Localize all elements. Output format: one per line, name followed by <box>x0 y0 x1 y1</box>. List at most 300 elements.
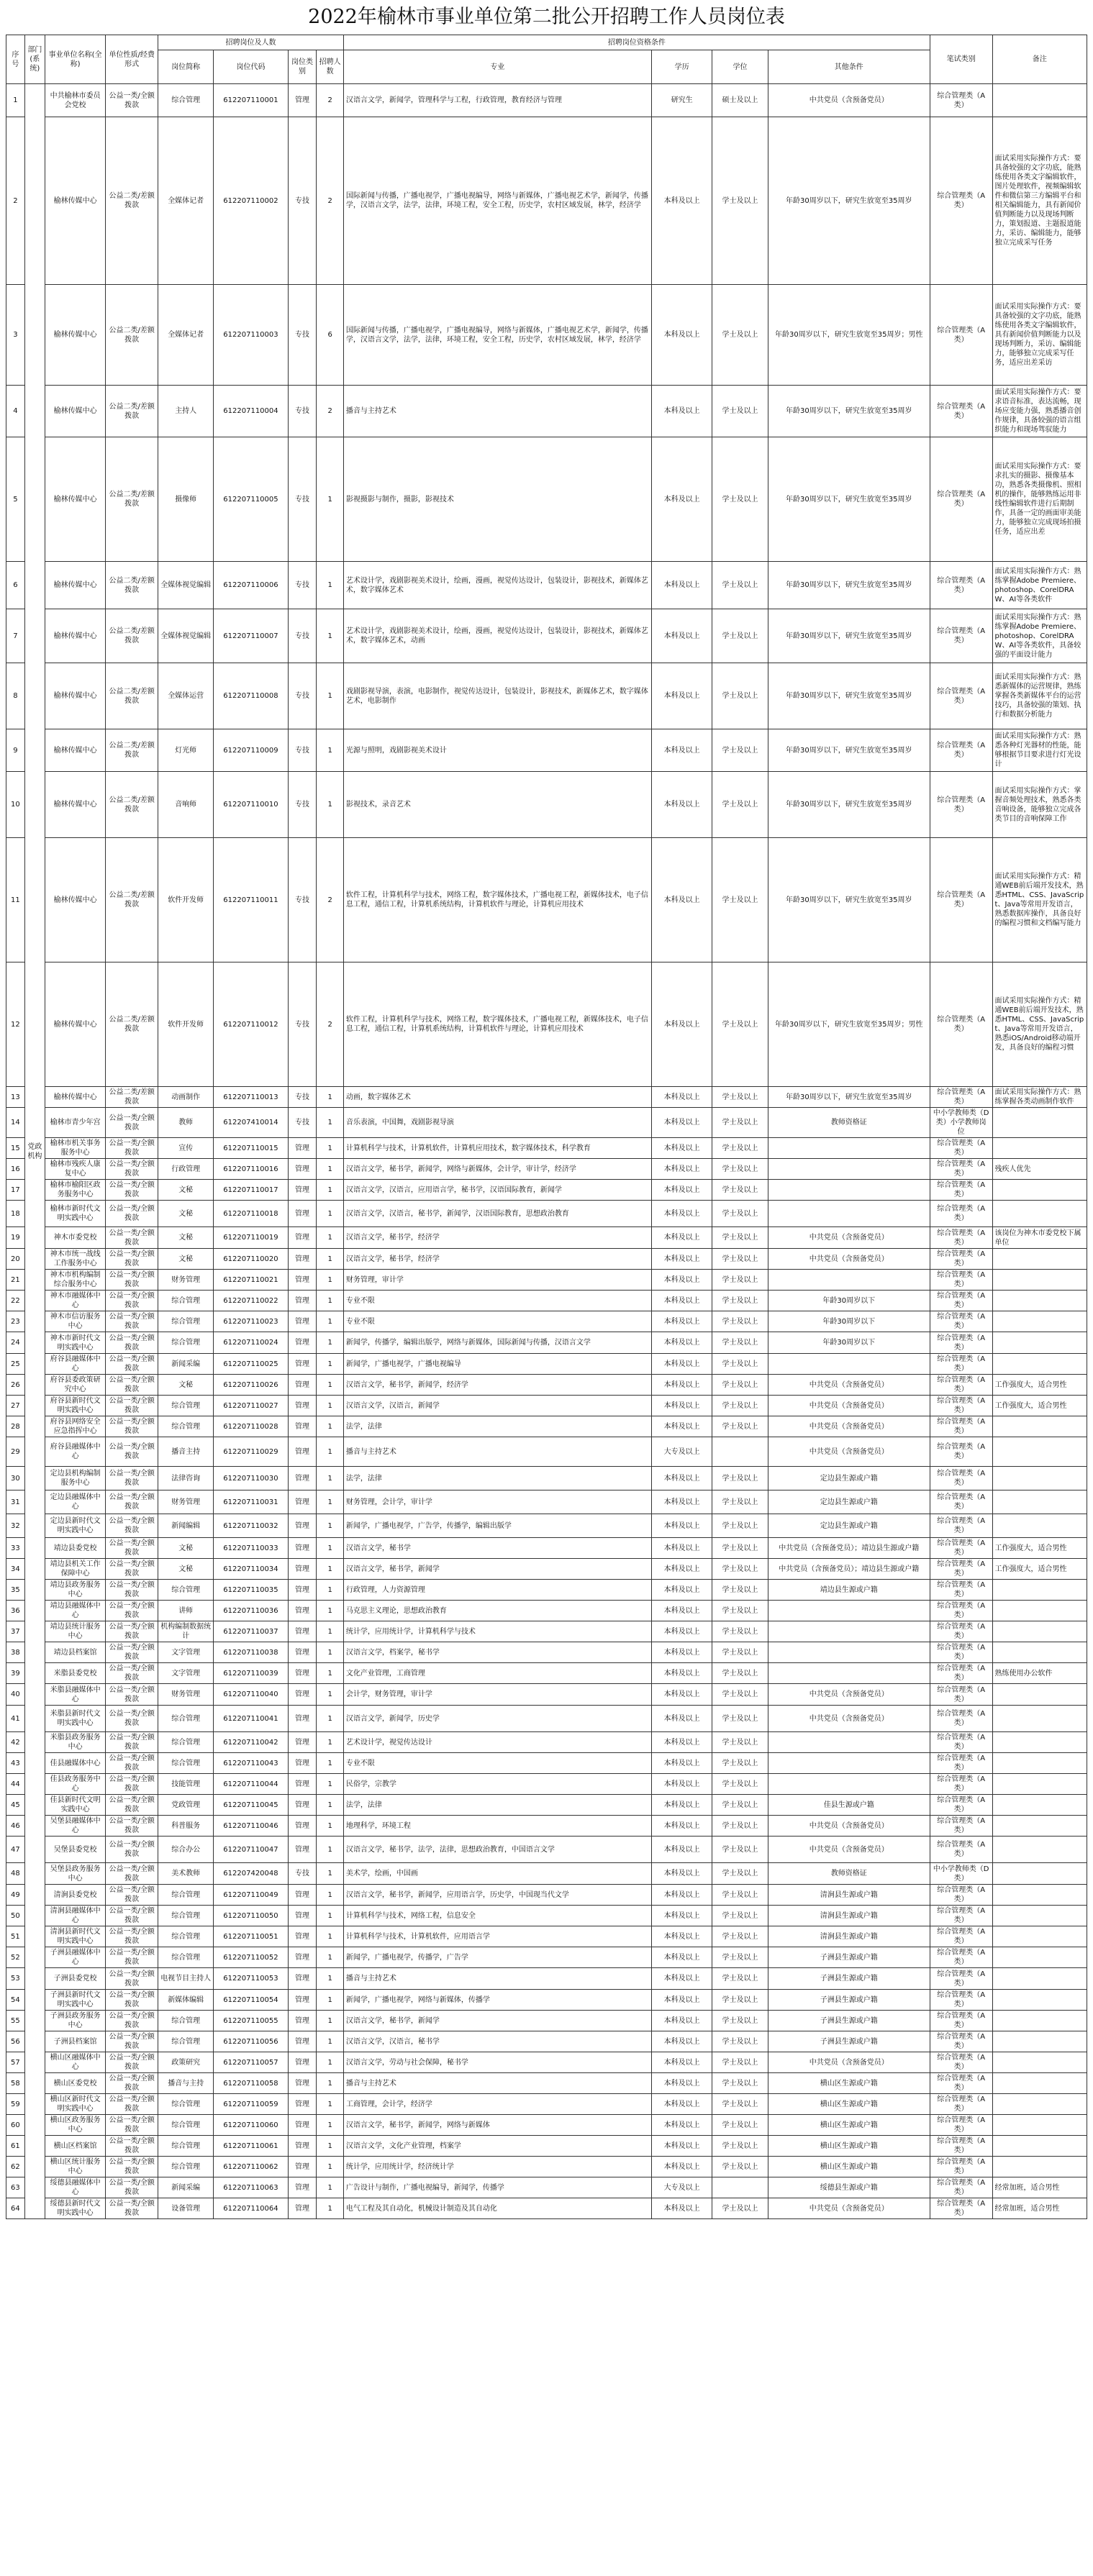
cell-note <box>992 1490 1087 1514</box>
cell-major: 财务管理，审计学 <box>343 1270 651 1291</box>
cell-post-name: 软件开发师 <box>158 838 214 962</box>
cell-unit: 榆林传媒中心 <box>45 962 105 1087</box>
cell-exam: 综合管理类（A类） <box>930 1375 992 1396</box>
cell-post-name: 综合办公 <box>158 1837 214 1863</box>
cell-exam: 综合管理类（A类） <box>930 1180 992 1201</box>
table-row <box>6 1706 1087 1732</box>
table-row <box>6 1863 1087 1885</box>
cell-unit: 子洲县政务服务中心 <box>45 2011 105 2031</box>
cell-seq: 31 <box>6 1490 25 1514</box>
cell-note <box>992 1621 1087 1642</box>
table-row <box>6 1227 1087 1249</box>
cell-note <box>992 1732 1087 1753</box>
cell-other <box>768 1180 930 1201</box>
cell-major: 地理科学，环境工程 <box>343 1816 651 1837</box>
table-row <box>6 1906 1087 1926</box>
cell-exam: 综合管理类（A类） <box>930 1601 992 1621</box>
cell-post-code: 612207110008 <box>214 663 288 729</box>
cell-other: 中共党员（含预备党员） <box>768 1816 930 1837</box>
cell-degree: 学士及以上 <box>712 2094 768 2115</box>
cell-count: 1 <box>317 2052 344 2073</box>
cell-edu: 本科及以上 <box>651 1642 712 1663</box>
cell-post-name: 摄像师 <box>158 437 214 562</box>
cell-seq: 60 <box>6 2115 25 2136</box>
cell-degree: 学士及以上 <box>712 609 768 663</box>
cell-count: 1 <box>317 1467 344 1490</box>
cell-seq: 7 <box>6 609 25 663</box>
cell-note <box>992 1816 1087 1837</box>
cell-other: 中共党员（含预备党员） <box>768 1396 930 1416</box>
cell-major: 马克思主义理论，思想政治教育 <box>343 1601 651 1621</box>
cell-seq: 45 <box>6 1795 25 1816</box>
cell-unit: 吴堡县政务服务中心 <box>45 1863 105 1885</box>
cell-exam: 综合管理类（A类） <box>930 1580 992 1601</box>
cell-post-cat: 管理 <box>288 1837 317 1863</box>
cell-unit: 榆林传媒中心 <box>45 285 105 386</box>
cell-degree: 学士及以上 <box>712 729 768 772</box>
table-row <box>6 1601 1087 1621</box>
table-row <box>6 729 1087 772</box>
cell-post-name: 电视节目主持人 <box>158 1968 214 1990</box>
cell-unit: 米脂县政务服务中心 <box>45 1732 105 1753</box>
cell-unit-type: 公益一类/全额拨款 <box>106 84 158 117</box>
cell-count: 1 <box>317 1863 344 1885</box>
cell-unit: 靖边县统计服务中心 <box>45 1621 105 1642</box>
cell-post-code: 612207410014 <box>214 1108 288 1138</box>
cell-degree: 学士及以上 <box>712 1816 768 1837</box>
header-major: 专业 <box>343 50 651 84</box>
cell-unit: 中共榆林市委员会党校 <box>45 84 105 117</box>
cell-other: 年龄30周岁以下 <box>768 1291 930 1311</box>
cell-unit-type: 公益一类/全额拨款 <box>106 1684 158 1706</box>
cell-unit-type: 公益一类/全额拨款 <box>106 1580 158 1601</box>
cell-other: 年龄30周岁以下，研究生放宽至35周岁 <box>768 838 930 962</box>
cell-post-code: 612207110011 <box>214 838 288 962</box>
cell-post-name: 综合管理 <box>158 2115 214 2136</box>
cell-other: 中共党员（含预备党员） <box>768 1684 930 1706</box>
cell-post-code: 612207110046 <box>214 1816 288 1837</box>
cell-post-cat: 管理 <box>288 2052 317 2073</box>
cell-degree: 学士及以上 <box>712 562 768 609</box>
cell-exam: 综合管理类（A类） <box>930 2115 992 2136</box>
cell-post-cat: 管理 <box>288 1138 317 1159</box>
cell-unit: 佳县政务服务中心 <box>45 1774 105 1795</box>
cell-exam: 综合管理类（A类） <box>930 437 992 562</box>
cell-unit: 横山区统计服务中心 <box>45 2157 105 2177</box>
cell-edu: 本科及以上 <box>651 1795 712 1816</box>
cell-degree: 学士及以上 <box>712 1396 768 1416</box>
cell-degree: 学士及以上 <box>712 386 768 437</box>
cell-exam: 综合管理类（A类） <box>930 2052 992 2073</box>
cell-unit: 榆林市机关事务服务中心 <box>45 1138 105 1159</box>
table-row <box>6 1753 1087 1774</box>
cell-degree: 学士及以上 <box>712 1753 768 1774</box>
cell-post-cat: 专技 <box>288 1108 317 1138</box>
cell-unit-type: 公益一类/全额拨款 <box>106 1311 158 1332</box>
table-row <box>6 2198 1087 2219</box>
cell-note: 该岗位为神木市委党校下属单位 <box>992 1227 1087 1249</box>
cell-edu: 本科及以上 <box>651 1138 712 1159</box>
cell-note <box>992 1514 1087 1538</box>
cell-post-cat: 管理 <box>288 2157 317 2177</box>
cell-post-cat: 管理 <box>288 1968 317 1990</box>
cell-exam: 综合管理类（A类） <box>930 386 992 437</box>
cell-post-name: 财务管理 <box>158 1490 214 1514</box>
cell-unit: 子洲县委党校 <box>45 1968 105 1990</box>
header-post-cat: 岗位类别 <box>288 50 317 84</box>
cell-unit-type: 公益一类/全额拨款 <box>106 1621 158 1642</box>
cell-major: 国际新闻与传播，广播电视学，广播电视编导，网络与新媒体，广播电视艺术学，新闻学，传播学，汉语言文学，法学，法律，环境工程，安全工程，历史学，农村区域发展，林学，经济学 <box>343 117 651 285</box>
header-exam: 笔试类别 <box>930 35 992 84</box>
cell-major: 汉语言文学，汉语言，秘书学 <box>343 2031 651 2052</box>
cell-other: 靖边县生源或户籍 <box>768 1580 930 1601</box>
cell-count: 2 <box>317 117 344 285</box>
cell-post-name: 综合管理 <box>158 1906 214 1926</box>
cell-edu: 本科及以上 <box>651 2031 712 2052</box>
cell-note <box>992 1354 1087 1375</box>
cell-edu: 本科及以上 <box>651 1180 712 1201</box>
cell-edu: 本科及以上 <box>651 2157 712 2177</box>
cell-exam: 综合管理类（A类） <box>930 1816 992 1837</box>
cell-major: 专业不限 <box>343 1753 651 1774</box>
cell-unit: 横山区新时代文明实践中心 <box>45 2094 105 2115</box>
header-unit: 事业单位名称(全称) <box>45 35 105 84</box>
cell-post-cat: 管理 <box>288 1180 317 1201</box>
cell-major: 艺术设计学，视觉传达设计 <box>343 1732 651 1753</box>
cell-unit-type: 公益一类/全额拨款 <box>106 1774 158 1795</box>
table-row <box>6 84 1087 117</box>
cell-count: 1 <box>317 772 344 838</box>
cell-unit: 榆林传媒中心 <box>45 1087 105 1108</box>
cell-note: 残疾人优先 <box>992 1159 1087 1180</box>
cell-unit-type: 公益一类/全额拨款 <box>106 1968 158 1990</box>
cell-major: 行政管理，人力资源管理 <box>343 1580 651 1601</box>
cell-edu: 本科及以上 <box>651 1227 712 1249</box>
cell-note <box>992 1926 1087 1947</box>
cell-count: 1 <box>317 1621 344 1642</box>
cell-count: 1 <box>317 2115 344 2136</box>
page-title: 2022年榆林市事业单位第二批公开招聘工作人员岗位表 <box>308 6 785 28</box>
cell-post-code: 612207110010 <box>214 772 288 838</box>
cell-post-code: 612207110031 <box>214 1490 288 1514</box>
cell-post-name: 综合管理 <box>158 1706 214 1732</box>
cell-note <box>992 1291 1087 1311</box>
cell-degree: 学士及以上 <box>712 2115 768 2136</box>
cell-note <box>992 2157 1087 2177</box>
cell-degree: 学士及以上 <box>712 1159 768 1180</box>
cell-note <box>992 1906 1087 1926</box>
cell-seq: 22 <box>6 1291 25 1311</box>
cell-post-cat: 管理 <box>288 1906 317 1926</box>
cell-post-name: 综合管理 <box>158 1753 214 1774</box>
cell-note: 面试采用实际操作方式：要求扎实的摄影、摄像基本功，熟悉各类摄像机、照相机的操作，能够熟练运用非线性编辑软件进行后期制作，具备一定的画面审美能力，能够独立完成现场拍摄任务，适应出差 <box>992 437 1087 562</box>
cell-count: 1 <box>317 1990 344 2011</box>
cell-post-cat: 管理 <box>288 2094 317 2115</box>
cell-edu: 本科及以上 <box>651 1753 712 1774</box>
cell-seq: 1 <box>6 84 25 117</box>
cell-seq: 40 <box>6 1684 25 1706</box>
cell-note: 熟练使用办公软件 <box>992 1663 1087 1684</box>
cell-degree <box>712 1437 768 1467</box>
cell-post-name: 设备管理 <box>158 2198 214 2219</box>
cell-edu: 本科及以上 <box>651 1159 712 1180</box>
cell-exam: 综合管理类（A类） <box>930 1621 992 1642</box>
cell-other <box>768 1642 930 1663</box>
cell-post-name: 综合管理 <box>158 84 214 117</box>
cell-post-name: 财务管理 <box>158 1684 214 1706</box>
cell-unit: 榆林传媒中心 <box>45 772 105 838</box>
cell-exam: 综合管理类（A类） <box>930 1774 992 1795</box>
cell-major: 汉语言文学，汉语言，新闻学 <box>343 1396 651 1416</box>
cell-major: 汉语言文学，汉语言，应用语言学，秘书学，汉语国际教育，新闻学 <box>343 1180 651 1201</box>
cell-degree: 学士及以上 <box>712 1514 768 1538</box>
cell-note <box>992 1990 1087 2011</box>
cell-other: 年龄30周岁以下，研究生放宽至35周岁；男性 <box>768 962 930 1087</box>
cell-major: 计算机科学与技术，计算机软件，应用语言学 <box>343 1926 651 1947</box>
table-row <box>6 1332 1087 1354</box>
table-row <box>6 117 1087 285</box>
cell-seq: 6 <box>6 562 25 609</box>
cell-unit-type: 公益一类/全额拨款 <box>106 1270 158 1291</box>
cell-post-cat: 专技 <box>288 386 317 437</box>
cell-seq: 17 <box>6 1180 25 1201</box>
cell-other: 中共党员（含预备党员） <box>768 84 930 117</box>
cell-exam: 综合管理类（A类） <box>930 1926 992 1947</box>
cell-degree: 学士及以上 <box>712 1706 768 1732</box>
cell-exam: 综合管理类（A类） <box>930 2011 992 2031</box>
cell-post-code: 612207110051 <box>214 1926 288 1947</box>
cell-degree: 学士及以上 <box>712 2011 768 2031</box>
table-row <box>6 1138 1087 1159</box>
cell-edu: 本科及以上 <box>651 1732 712 1753</box>
table-row <box>6 285 1087 386</box>
cell-seq: 44 <box>6 1774 25 1795</box>
cell-post-code: 612207110003 <box>214 285 288 386</box>
cell-post-name: 文秘 <box>158 1249 214 1270</box>
cell-post-code: 612207110023 <box>214 1311 288 1332</box>
cell-other: 中共党员（含预备党员）；靖边县生源或户籍 <box>768 1559 930 1580</box>
cell-edu: 本科及以上 <box>651 1332 712 1354</box>
cell-seq: 49 <box>6 1885 25 1906</box>
cell-post-cat: 管理 <box>288 1580 317 1601</box>
table-row <box>6 1837 1087 1863</box>
table-row <box>6 2177 1087 2198</box>
cell-post-cat: 管理 <box>288 1396 317 1416</box>
table-row <box>6 1684 1087 1706</box>
cell-edu: 本科及以上 <box>651 1837 712 1863</box>
cell-unit: 米脂县新时代文明实践中心 <box>45 1706 105 1732</box>
table-row <box>6 838 1087 962</box>
cell-post-cat: 管理 <box>288 1514 317 1538</box>
cell-exam: 综合管理类（A类） <box>930 1138 992 1159</box>
cell-seq: 63 <box>6 2177 25 2198</box>
cell-count: 1 <box>317 609 344 663</box>
cell-exam: 综合管理类（A类） <box>930 1732 992 1753</box>
cell-post-code: 612207110058 <box>214 2073 288 2094</box>
cell-major: 汉语言文学，秘书学，新闻学，网络与新媒体 <box>343 2115 651 2136</box>
cell-unit: 神木市统一战线工作服务中心 <box>45 1249 105 1270</box>
cell-count: 1 <box>317 1270 344 1291</box>
cell-other <box>768 1601 930 1621</box>
cell-major: 艺术设计学，戏剧影视美术设计，绘画，漫画，视觉传达设计，包装设计，影视技术，新媒体艺术，数字媒体艺术，动画 <box>343 609 651 663</box>
cell-count: 1 <box>317 1926 344 1947</box>
cell-unit: 横山区融媒体中心 <box>45 2052 105 2073</box>
cell-count: 1 <box>317 1249 344 1270</box>
cell-major: 法学，法律 <box>343 1795 651 1816</box>
cell-post-cat: 管理 <box>288 1816 317 1837</box>
cell-post-name: 新媒体编辑 <box>158 1990 214 2011</box>
cell-post-code: 612207110035 <box>214 1580 288 1601</box>
cell-seq: 46 <box>6 1816 25 1837</box>
cell-other: 横山区生源或户籍 <box>768 2094 930 2115</box>
cell-count: 1 <box>317 1514 344 1538</box>
cell-exam: 综合管理类（A类） <box>930 1684 992 1706</box>
cell-post-cat: 管理 <box>288 1270 317 1291</box>
cell-major: 会计学，财务管理，审计学 <box>343 1684 651 1706</box>
cell-note <box>992 2052 1087 2073</box>
cell-exam: 综合管理类（A类） <box>930 2031 992 2052</box>
cell-other <box>768 1621 930 1642</box>
cell-count: 1 <box>317 1837 344 1863</box>
cell-seq: 50 <box>6 1906 25 1926</box>
cell-count: 1 <box>317 1774 344 1795</box>
cell-post-code: 612207110027 <box>214 1396 288 1416</box>
cell-post-name: 文字管理 <box>158 1642 214 1663</box>
cell-other <box>768 1270 930 1291</box>
cell-post-code: 612207110064 <box>214 2198 288 2219</box>
cell-edu: 本科及以上 <box>651 1270 712 1291</box>
cell-degree: 学士及以上 <box>712 1732 768 1753</box>
cell-seq: 43 <box>6 1753 25 1774</box>
cell-note <box>992 1467 1087 1490</box>
table-row <box>6 2136 1087 2157</box>
cell-note: 面试采用实际操作方式：熟练掌握Adobe Premiere、photoshop、CorelDRAW、AI等各类软件，具备较强的平面设计能力 <box>992 609 1087 663</box>
cell-unit-type: 公益二类/差额拨款 <box>106 386 158 437</box>
cell-major: 影视摄影与制作，摄影，影视技术 <box>343 437 651 562</box>
cell-post-cat: 管理 <box>288 1926 317 1947</box>
cell-unit-type: 公益一类/全额拨款 <box>106 1663 158 1684</box>
cell-other: 年龄30周岁以下，研究生放宽至35周岁 <box>768 562 930 609</box>
cell-degree: 学士及以上 <box>712 1601 768 1621</box>
cell-unit: 榆林传媒中心 <box>45 562 105 609</box>
table-row <box>6 1642 1087 1663</box>
cell-seq: 48 <box>6 1863 25 1885</box>
cell-exam: 综合管理类（A类） <box>930 1885 992 1906</box>
cell-exam: 综合管理类（A类） <box>930 1354 992 1375</box>
cell-exam: 综合管理类（A类） <box>930 609 992 663</box>
cell-count: 1 <box>317 1138 344 1159</box>
cell-count: 1 <box>317 1087 344 1108</box>
cell-degree: 学士及以上 <box>712 1538 768 1559</box>
cell-seq: 9 <box>6 729 25 772</box>
cell-degree: 学士及以上 <box>712 1774 768 1795</box>
table-row <box>6 609 1087 663</box>
cell-note <box>992 2011 1087 2031</box>
cell-post-cat: 管理 <box>288 1732 317 1753</box>
cell-post-name: 讲师 <box>158 1601 214 1621</box>
table-row <box>6 1816 1087 1837</box>
cell-note: 工作强度大，适合男性 <box>992 1396 1087 1416</box>
cell-note <box>992 1416 1087 1437</box>
cell-exam: 综合管理类（A类） <box>930 1437 992 1467</box>
cell-count: 6 <box>317 285 344 386</box>
cell-major: 音乐表演，中国舞，戏剧影视导演 <box>343 1108 651 1138</box>
cell-count: 2 <box>317 84 344 117</box>
cell-major: 法学，法律 <box>343 1467 651 1490</box>
table-row <box>6 562 1087 609</box>
cell-note: 面试采用实际操作方式：要求语音标准，表达流畅，现场应变能力强，熟悉播音创作规律，具备较强的语言组织能力和现场驾驭能力 <box>992 386 1087 437</box>
cell-unit: 榆林市新时代文明实践中心 <box>45 1201 105 1227</box>
cell-major: 汉语言文学，秘书学，新闻学 <box>343 2011 651 2031</box>
cell-other: 定边县生源或户籍 <box>768 1467 930 1490</box>
cell-edu: 本科及以上 <box>651 1514 712 1538</box>
cell-count: 1 <box>317 562 344 609</box>
cell-seq: 39 <box>6 1663 25 1684</box>
cell-post-name: 机构编制数据统计 <box>158 1621 214 1642</box>
cell-unit: 靖边县机关工作保障中心 <box>45 1559 105 1580</box>
cell-other: 中共党员（含预备党员） <box>768 1375 930 1396</box>
cell-degree: 学士及以上 <box>712 1684 768 1706</box>
cell-post-cat: 管理 <box>288 2177 317 2198</box>
cell-post-code: 612207110009 <box>214 729 288 772</box>
cell-post-code: 612207420048 <box>214 1863 288 1885</box>
cell-count: 1 <box>317 1311 344 1332</box>
cell-degree: 学士及以上 <box>712 1332 768 1354</box>
cell-unit-type: 公益一类/全额拨款 <box>106 1601 158 1621</box>
cell-edu: 本科及以上 <box>651 609 712 663</box>
cell-count: 1 <box>317 1559 344 1580</box>
header-unit-type: 单位性质/经费形式 <box>106 35 158 84</box>
cell-other <box>768 1201 930 1227</box>
cell-major: 播音与主持艺术 <box>343 386 651 437</box>
table-row <box>6 1990 1087 2011</box>
header-degree: 学位 <box>712 50 768 84</box>
cell-note <box>992 1863 1087 1885</box>
table-row <box>6 1580 1087 1601</box>
cell-seq: 5 <box>6 437 25 562</box>
cell-exam: 综合管理类（A类） <box>930 2198 992 2219</box>
table-row <box>6 2011 1087 2031</box>
cell-post-code: 612207110038 <box>214 1642 288 1663</box>
cell-other: 横山区生源或户籍 <box>768 2136 930 2157</box>
cell-post-cat: 专技 <box>288 117 317 285</box>
cell-post-cat: 管理 <box>288 1538 317 1559</box>
cell-unit: 吴堡县融媒体中心 <box>45 1816 105 1837</box>
cell-post-name: 音响师 <box>158 772 214 838</box>
cell-unit: 神木市融媒体中心 <box>45 1291 105 1311</box>
cell-count: 1 <box>317 1416 344 1437</box>
cell-other: 中共党员（含预备党员） <box>768 1249 930 1270</box>
cell-post-code: 612207110032 <box>214 1514 288 1538</box>
cell-unit: 清涧县新时代文明实践中心 <box>45 1926 105 1947</box>
cell-unit-type: 公益一类/全额拨款 <box>106 1180 158 1201</box>
cell-other <box>768 1732 930 1753</box>
cell-count: 1 <box>317 1732 344 1753</box>
cell-count: 1 <box>317 1753 344 1774</box>
cell-post-cat: 管理 <box>288 2198 317 2219</box>
cell-edu: 本科及以上 <box>651 1663 712 1684</box>
cell-degree: 学士及以上 <box>712 2052 768 2073</box>
table-row <box>6 1375 1087 1396</box>
table-row <box>6 1087 1087 1108</box>
cell-count: 1 <box>317 1684 344 1706</box>
cell-post-code: 612207110054 <box>214 1990 288 2011</box>
cell-unit: 靖边县融媒体中心 <box>45 1601 105 1621</box>
cell-edu: 本科及以上 <box>651 1467 712 1490</box>
cell-edu: 本科及以上 <box>651 2115 712 2136</box>
header-post-code: 岗位代码 <box>214 50 288 84</box>
cell-unit: 榆林传媒中心 <box>45 729 105 772</box>
